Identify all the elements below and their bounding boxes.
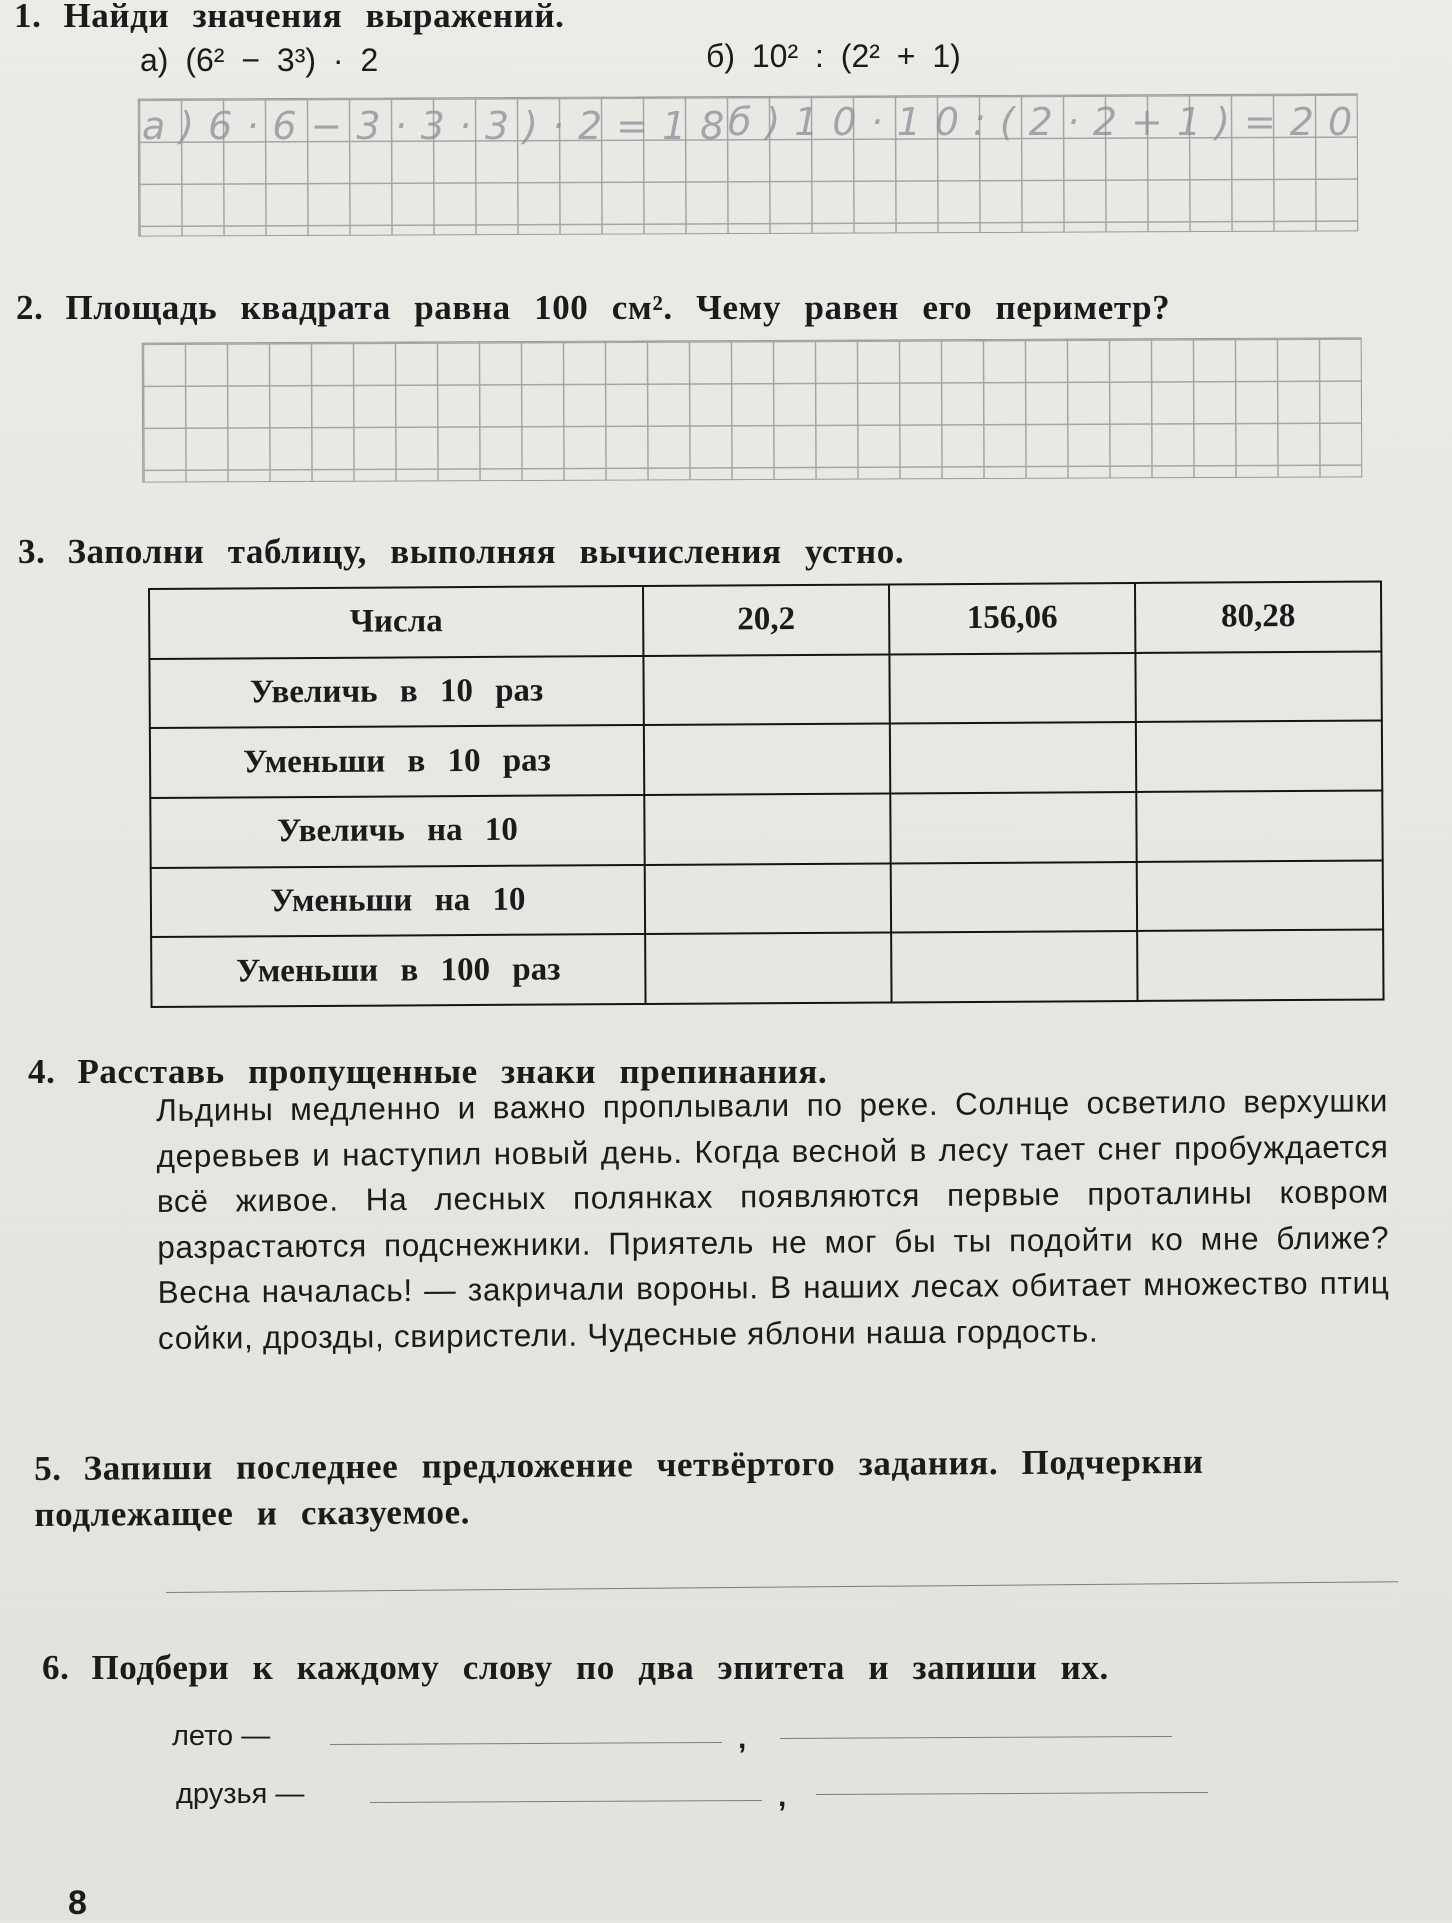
epithet-line[interactable] [780, 1736, 1172, 1739]
answer-cell[interactable] [891, 862, 1137, 933]
row-operation-label: Увеличь в 10 раз [149, 656, 643, 729]
table-header-number: 156,06 [889, 583, 1135, 654]
task-1-expression-a: а) (6² − 3³) · 2 [140, 42, 379, 78]
table-row [151, 860, 1383, 937]
row-operation-label: Уменьши в 100 раз [151, 934, 645, 1007]
epithet-line[interactable] [816, 1792, 1208, 1795]
row-operation-label: Уменьши в 10 раз [150, 725, 644, 798]
comma-separator: , [778, 1780, 787, 1813]
task-3-heading [18, 532, 904, 572]
answer-cell[interactable] [1137, 930, 1383, 1001]
answer-cell[interactable] [645, 863, 891, 934]
task-4-title: Расставь пропущенные знаки препинания. [77, 1052, 828, 1091]
task-1-title: Найди значения выражений. [63, 0, 565, 35]
answer-cell[interactable] [643, 654, 889, 725]
task-3-number: 3. [18, 532, 46, 571]
epithet-line[interactable] [370, 1800, 762, 1803]
task-2-title: Площадь квадрата равна 100 см². Чему равен его периметр? [65, 288, 1171, 327]
table-header-label: Числа [149, 586, 643, 659]
table-header-number: 20,2 [643, 584, 889, 655]
page-number: 8 [68, 1884, 87, 1922]
answer-cell[interactable] [644, 793, 890, 864]
task-2-heading [16, 288, 1170, 328]
word-leto-label: лето — [172, 1720, 271, 1752]
answer-cell[interactable] [889, 653, 1135, 724]
task-3-title: Заполни таблицу, выполняя вычисления устно. [67, 532, 905, 571]
task-6-number: 6. [42, 1648, 70, 1687]
answer-cell[interactable] [890, 722, 1136, 793]
task-4-number: 4. [28, 1052, 56, 1091]
table-row [150, 721, 1382, 798]
task-2-answer-grid[interactable] [142, 337, 1363, 482]
table-header-number: 80,28 [1135, 581, 1381, 652]
task-1-number: 1. [14, 0, 42, 35]
answer-cell[interactable] [644, 724, 890, 795]
task-1-expression-b: б) 10² : (2² + 1) [706, 38, 961, 74]
answer-cell[interactable] [1136, 790, 1382, 861]
calculation-table [148, 580, 1385, 1008]
answer-cell[interactable] [1135, 651, 1381, 722]
table-header-row [149, 581, 1381, 658]
answer-cell[interactable] [1136, 721, 1382, 792]
task-5-title: Запиши последнее предложение четвёртого задания. Подчеркни подлежащее и сказуемое. [34, 1441, 1204, 1534]
answer-cell[interactable] [645, 933, 891, 1004]
task-1-handwriting-b: б)10·10:(2·2+1)=20 [728, 100, 1367, 144]
task-5-heading [34, 1438, 1395, 1538]
task-6-heading [42, 1648, 1109, 1688]
task-1-handwriting-a: а)6·6−3·3·3)·2=18 [142, 104, 739, 148]
table-row [149, 651, 1381, 728]
answer-cell[interactable] [1137, 860, 1383, 931]
task-2-number: 2. [16, 288, 44, 327]
table-row [151, 930, 1383, 1007]
task-4-paragraph: Льдины медленно и важно проплывали по реке. Солнце осветило верхушки деревьев и наступил новый день. Когда весной в лесу тает снег пробуждается всё живое. На лесных полянках появляются первые проталины ковром разрастаются подснежники. Приятель не мог бы ты подойти ко мне ближе? Весна началась! — закричали вороны. В наших лесах обитает множество птиц сойки, дрозды, свиристели. Чудесные яблони наша гордость. [156, 1082, 1390, 1356]
row-operation-label: Увеличь на 10 [150, 795, 644, 868]
answer-cell[interactable] [890, 792, 1136, 863]
task-5-number: 5. [34, 1448, 62, 1488]
word-druzya-label: друзья — [176, 1778, 305, 1810]
task-5-writing-line[interactable] [166, 1581, 1398, 1593]
epithet-line[interactable] [330, 1742, 722, 1745]
comma-separator: , [738, 1722, 747, 1755]
table-row [150, 790, 1382, 867]
answer-cell[interactable] [891, 931, 1137, 1002]
row-operation-label: Уменьши на 10 [151, 865, 645, 938]
task-6-title: Подбери к каждому слову по два эпитета и запиши их. [91, 1648, 1109, 1687]
task-1-heading [14, 0, 564, 36]
